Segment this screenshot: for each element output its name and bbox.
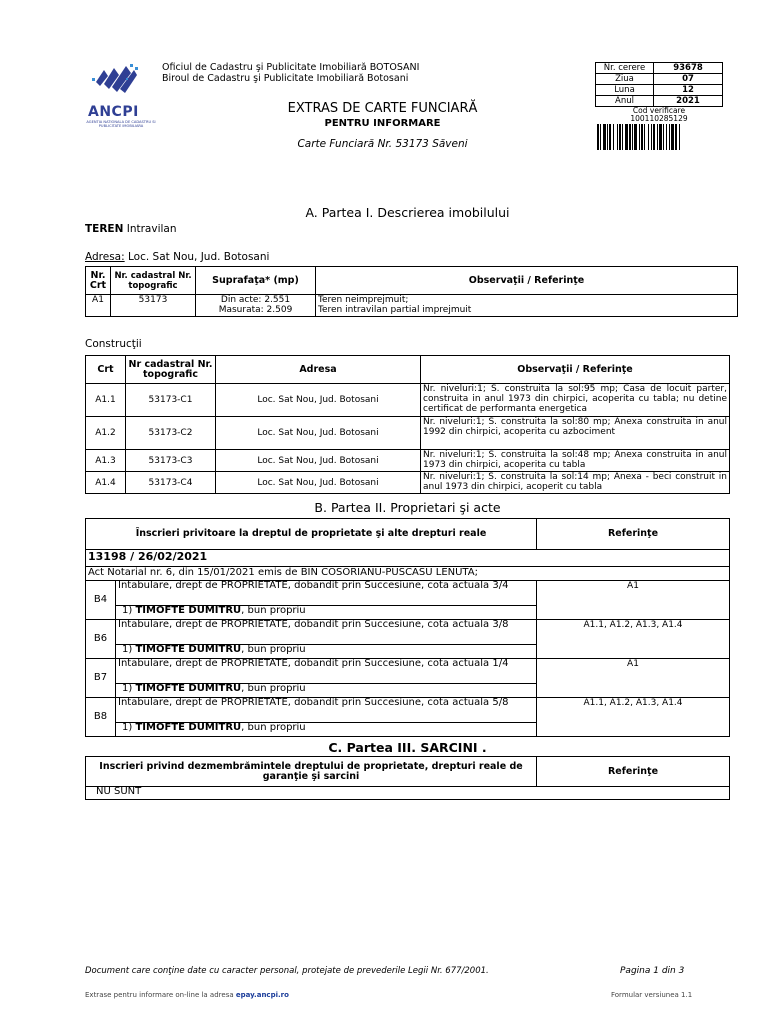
request-day-label: Ziua bbox=[596, 74, 654, 85]
act-notarial: Act Notarial nr. 6, din 15/01/2021 emis de BIN COSORIANU-PUSCASU LENUTA; bbox=[86, 567, 730, 581]
online-note: Extrase pentru informare on-line la adresa epay.ancpi.ro bbox=[85, 991, 289, 999]
entry-text: Intabulare, drept de PROPRIETATE, dobandit prin Succesiune, cota actuala 3/4 bbox=[116, 581, 537, 606]
teren-label: TEREN bbox=[85, 223, 124, 235]
form-version: Formular versiunea 1.1 bbox=[611, 991, 693, 999]
request-year: 2021 bbox=[654, 96, 723, 107]
entry-owner: 1) TIMOFTE DUMITRU, bun propriu bbox=[116, 684, 537, 698]
request-month-label: Luna bbox=[596, 85, 654, 96]
table-row bbox=[86, 659, 730, 684]
entry-code: B4 bbox=[86, 581, 116, 620]
land-area-masurata: Masurata: 2.509 bbox=[218, 305, 293, 315]
sarcini-header-ref: Referinţe bbox=[537, 757, 730, 787]
owner-name: TIMOFTE DUMITRU bbox=[135, 644, 242, 655]
constructions-table bbox=[85, 355, 730, 494]
cons-cad: 53173-C4 bbox=[126, 472, 216, 494]
cons-crt: A1.1 bbox=[86, 384, 126, 417]
barcode bbox=[595, 124, 723, 150]
personal-data-note: Document care conţine date cu caracter personal, protejate de prevederile Legii Nr. 677/2001. bbox=[85, 966, 489, 976]
land-crt: A1 bbox=[86, 295, 111, 317]
constructions-label: Construcţii bbox=[85, 338, 142, 350]
table-row bbox=[86, 417, 730, 450]
sarcini-header-main: Inscrieri privind dezmembrămintele dreptului de proprietate, drepturi reale de garanţie şi sarcini bbox=[86, 757, 537, 787]
cons-obs: Nr. niveluri:1; S. construita la sol:95 mp; Casa de locuit parter, construita in anul 1973 din chirpici, acoperita cu tabla; nu detine certificat de performanta energetica bbox=[421, 384, 730, 417]
verification-code: 100110285129 bbox=[630, 114, 688, 123]
owner-name: TIMOFTE DUMITRU bbox=[135, 683, 242, 694]
cons-crt: A1.2 bbox=[86, 417, 126, 450]
cons-obs: Nr. niveluri:1; S. construita la sol:14 mp; Anexa - beci construit in anul 1973 din chirpici, acoperit cu tabla bbox=[421, 472, 730, 494]
cons-obs: Nr. niveluri:1; S. construita la sol:48 mp; Anexa construita in anul 1973 din chirpici, acoperita cu tabla bbox=[421, 450, 730, 472]
entry-code: B6 bbox=[86, 620, 116, 659]
request-nr-label: Nr. cerere bbox=[596, 63, 654, 74]
table-row bbox=[86, 620, 730, 645]
document-subtitle: PENTRU INFORMARE bbox=[324, 118, 441, 129]
entry-ref: A1 bbox=[537, 659, 730, 698]
cons-crt: A1.4 bbox=[86, 472, 126, 494]
table-row bbox=[86, 384, 730, 417]
office-line-1: Oficiul de Cadastru şi Publicitate Imobiliară BOTOSANI bbox=[162, 62, 420, 73]
table-row bbox=[86, 295, 738, 317]
owner-name: TIMOFTE DUMITRU bbox=[135, 605, 242, 616]
owner-name: TIMOFTE DUMITRU bbox=[135, 722, 242, 733]
land-table bbox=[85, 266, 738, 317]
teren-value: Intravilan bbox=[126, 223, 177, 235]
table-row bbox=[86, 581, 730, 606]
cons-header-cad: Nr cadastral Nr. topografic bbox=[126, 356, 216, 384]
entry-text: Intabulare, drept de PROPRIETATE, dobandit prin Succesiune, cota actuala 5/8 bbox=[116, 698, 537, 723]
request-table bbox=[595, 62, 723, 107]
land-header-cad: Nr. cadastral Nr. topografic bbox=[111, 267, 196, 295]
table-row bbox=[86, 450, 730, 472]
cons-cad: 53173-C1 bbox=[126, 384, 216, 417]
sarcini-table bbox=[85, 756, 730, 800]
address-label: Adresa: bbox=[85, 251, 125, 263]
land-obs bbox=[316, 295, 738, 317]
teren-line bbox=[85, 223, 177, 235]
address-value: Loc. Sat Nou, Jud. Botosani bbox=[128, 251, 270, 263]
office-block bbox=[162, 62, 419, 84]
land-obs-1: Teren neimprejmuit; bbox=[318, 295, 409, 305]
cons-addr: Loc. Sat Nou, Jud. Botosani bbox=[216, 472, 421, 494]
request-day: 07 bbox=[654, 74, 723, 85]
entry-text: Intabulare, drept de PROPRIETATE, dobandit prin Succesiune, cota actuala 1/4 bbox=[116, 659, 537, 684]
cons-header-addr: Adresa bbox=[216, 356, 421, 384]
ownership-header-ref: Referinţe bbox=[537, 519, 730, 550]
cons-header-obs: Observaţii / Referinţe bbox=[421, 356, 730, 384]
entry-owner: 1) TIMOFTE DUMITRU, bun propriu bbox=[116, 606, 537, 620]
logo-subtitle: AGENTIA NATIONALA DE CADASTRU SI PUBLICITATE IMOBILIARA bbox=[86, 120, 156, 129]
entry-ref: A1.1, A1.2, A1.3, A1.4 bbox=[537, 620, 730, 659]
part-c-title: C. Partea III. SARCINI . bbox=[328, 740, 487, 755]
entry-ref: A1.1, A1.2, A1.3, A1.4 bbox=[537, 698, 730, 737]
page-number: Pagina 1 din 3 bbox=[620, 966, 685, 976]
entry-code: B7 bbox=[86, 659, 116, 698]
entry-number: 13198 / 26/02/2021 bbox=[86, 550, 730, 567]
entry-owner: 1) TIMOFTE DUMITRU, bun propriu bbox=[116, 723, 537, 737]
land-area bbox=[196, 295, 316, 317]
land-header-area: Suprafaţa* (mp) bbox=[196, 267, 316, 295]
online-link[interactable]: epay.ancpi.ro bbox=[235, 991, 289, 999]
cons-addr: Loc. Sat Nou, Jud. Botosani bbox=[216, 417, 421, 450]
cons-crt: A1.3 bbox=[86, 450, 126, 472]
ownership-table bbox=[85, 518, 730, 737]
verification-code-label: Cod verificare bbox=[632, 106, 686, 115]
office-line-2: Biroul de Cadastru şi Publicitate Imobiliară Botosani bbox=[162, 73, 409, 84]
entry-text: Intabulare, drept de PROPRIETATE, dobandit prin Succesiune, cota actuala 3/8 bbox=[116, 620, 537, 645]
sarcini-none: NU SUNT bbox=[86, 787, 730, 800]
cons-addr: Loc. Sat Nou, Jud. Botosani bbox=[216, 384, 421, 417]
request-year-label: Anul bbox=[596, 96, 654, 107]
document-title: EXTRAS DE CARTE FUNCIARĂ bbox=[287, 101, 478, 116]
request-nr: 93678 bbox=[654, 63, 723, 74]
entry-owner: 1) TIMOFTE DUMITRU, bun propriu bbox=[116, 645, 537, 659]
land-cad: 53173 bbox=[111, 295, 196, 317]
logo-text: ANCPI bbox=[88, 104, 139, 120]
entry-ref: A1 bbox=[537, 581, 730, 620]
carte-funciara-number: Carte Funciară Nr. 53173 Săveni bbox=[297, 138, 468, 150]
verification-code-block bbox=[595, 107, 723, 123]
part-b-title: B. Partea II. Proprietari şi acte bbox=[314, 500, 501, 515]
address-line bbox=[85, 251, 269, 263]
table-row bbox=[86, 698, 730, 723]
cons-header-crt: Crt bbox=[86, 356, 126, 384]
land-area-acte: Din acte: 2.551 bbox=[220, 295, 291, 305]
cons-cad: 53173-C2 bbox=[126, 417, 216, 450]
land-header-obs: Observaţii / Referinţe bbox=[316, 267, 738, 295]
entry-code: B8 bbox=[86, 698, 116, 737]
ownership-header-main: Înscrieri privitoare la dreptul de proprietate şi alte drepturi reale bbox=[86, 519, 537, 550]
table-row bbox=[86, 472, 730, 494]
land-header-crt: Nr. Crt bbox=[86, 267, 111, 295]
cons-cad: 53173-C3 bbox=[126, 450, 216, 472]
cons-addr: Loc. Sat Nou, Jud. Botosani bbox=[216, 450, 421, 472]
land-obs-2: Teren intravilan partial imprejmuit bbox=[318, 305, 472, 315]
part-a-title: A. Partea I. Descrierea imobilului bbox=[305, 205, 510, 220]
cons-obs: Nr. niveluri:1; S. construita la sol:80 mp; Anexa construita in anul 1992 din chirpici, acoperita cu azbociment bbox=[421, 417, 730, 450]
request-month: 12 bbox=[654, 85, 723, 96]
